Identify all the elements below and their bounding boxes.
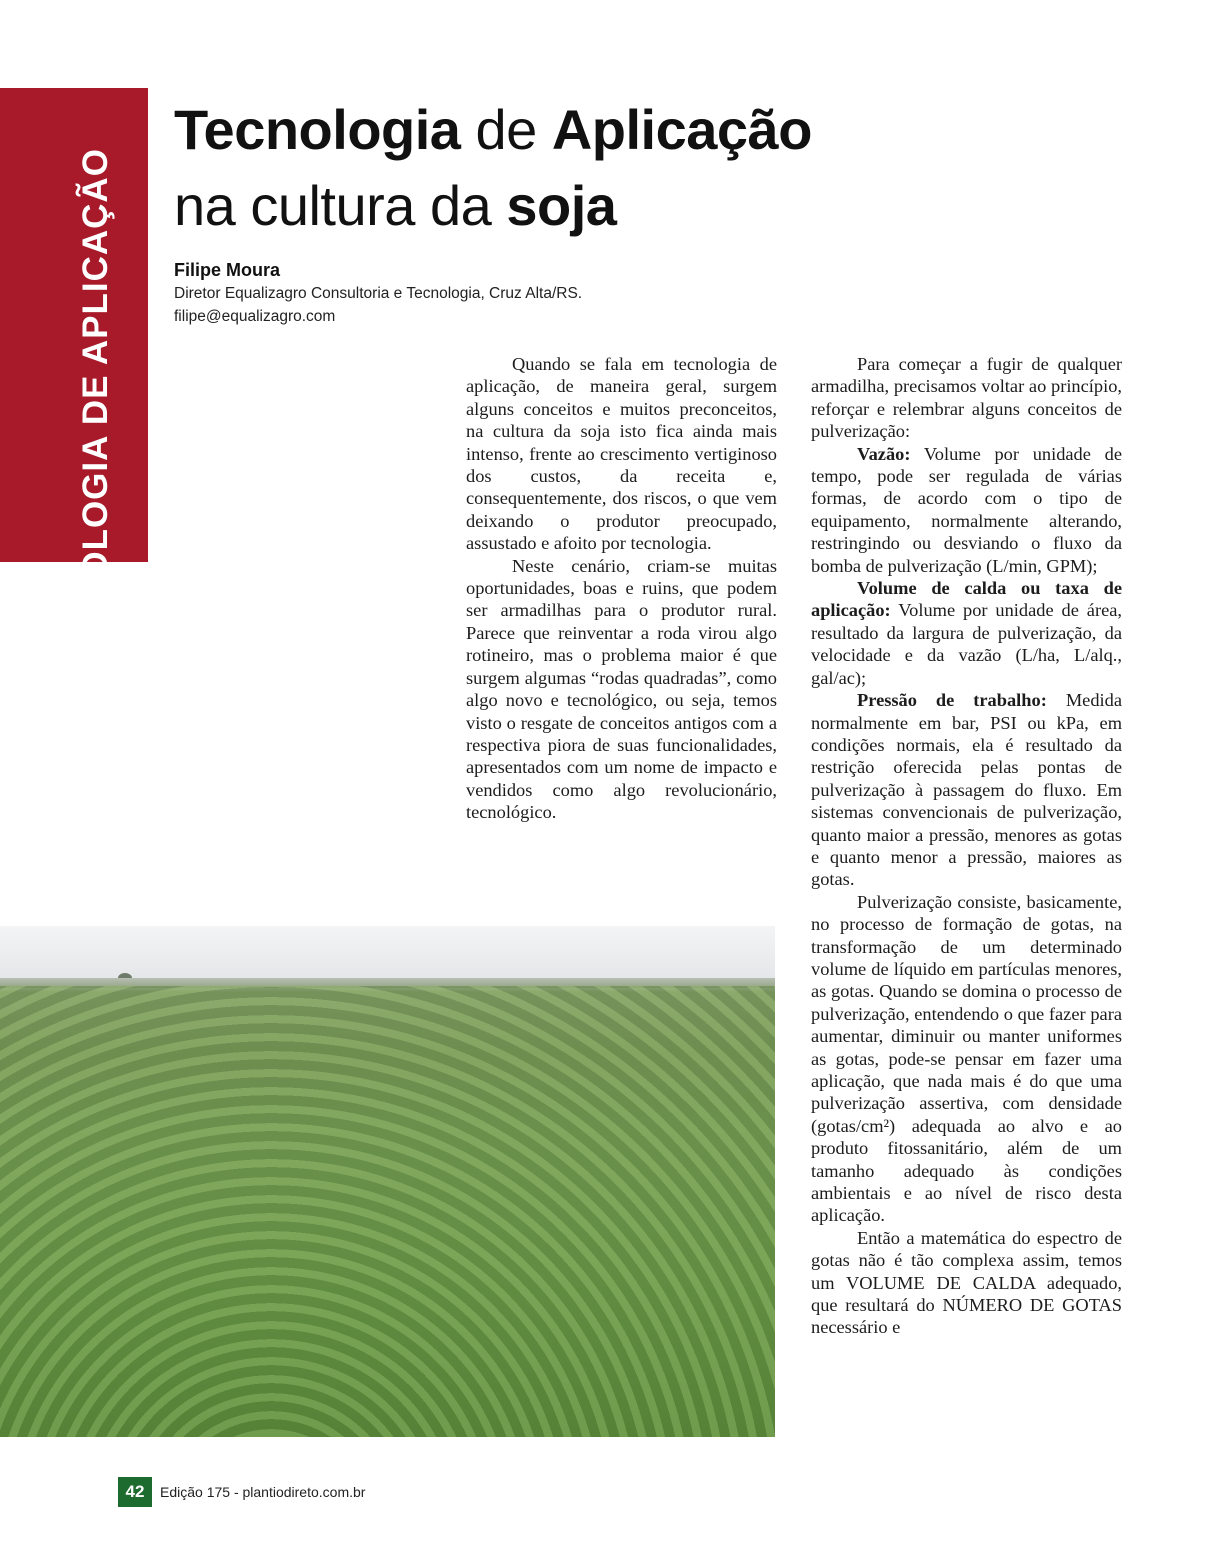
- author-email: filipe@equalizagro.com: [174, 308, 336, 325]
- text-column-2: [811, 353, 1122, 1339]
- text-column-1: [466, 353, 777, 824]
- definition-pressao: [811, 689, 1122, 891]
- term: Vazão:: [857, 443, 911, 464]
- author-name: Filipe Moura: [174, 260, 281, 280]
- author-affiliation: Diretor Equalizagro Consultoria e Tecnologia, Cruz Alta/RS.: [174, 285, 583, 302]
- paragraph: Para começar a fugir de qualquer armadilha, precisamos voltar ao princípio, reforçar e relembrar alguns conceitos de pulverização:: [811, 354, 1122, 442]
- section-label: TECNOLOGIA DE APLICAÇÃO: [76, 148, 115, 678]
- photo-crop-rows: [0, 986, 775, 1437]
- byline: [174, 258, 582, 328]
- photo-sky: [0, 926, 775, 986]
- title-part-3: Aplicação: [551, 98, 812, 161]
- paragraph: Então a matemática do espectro de gotas não é tão complexa assim, temos um VOLUME DE CALDA adequado, que resultará do NÚMERO DE GOTAS necessário e: [811, 1227, 1122, 1338]
- title-part-4: na cultura da: [174, 174, 507, 237]
- title-part-2: de: [460, 98, 552, 161]
- definition: Volume por unidade de área, resultado da largura de pulverização, da velocidade e da vazão (L/ha, L/alq., gal/ac);: [811, 600, 1122, 688]
- title-part-1: Tecnologia: [174, 98, 461, 161]
- definition-volume-calda: [811, 577, 1122, 689]
- definition: Medida normalmente em bar, PSI ou kPa, em condições normais, ela é resultado da restrição oferecida pelas pontas de pulverização à passagem do fluxo. Em sistemas convencionais de pulverização, quanto maior a pressão, menores as gotas e quanto menor a pressão, maiores as gotas.: [811, 690, 1122, 890]
- edition-info: Edição 175 - plantiodireto.com.br: [160, 1484, 366, 1500]
- soybean-field-photo: [0, 926, 775, 1437]
- title-part-5: soja: [506, 174, 617, 237]
- article-title: [174, 92, 812, 244]
- paragraph: Pulverização consiste, basicamente, no processo de formação de gotas, na transformação de um determinado volume de líquido em partículas menores, as gotas. Quando se domina o processo de pulverização, entendendo o que fazer para aumentar, diminuir ou manter uniformes as gotas, pode-se pensar em fazer uma aplicação, que nada mais é do que uma pulverização assertiva, com densidade (gotas/cm²) adequada ao alvo e ao produto fitossanitário, além de um tamanho adequado às condições ambientais e ao nível de risco desta aplicação.: [811, 891, 1122, 1226]
- section-band: [0, 88, 148, 678]
- page-number: 42: [118, 1477, 152, 1507]
- term: Pressão de trabalho:: [857, 690, 1047, 711]
- definition: Volume por unidade de tempo, pode ser regulada de várias formas, de acordo com o tipo de equipamento, normalmente alterando, restringindo ou desviando o fluxo da bomba de pulverização (L/min, GPM);: [811, 443, 1122, 576]
- definition-vazao: [811, 443, 1122, 577]
- term: Volume de calda ou taxa de aplicação:: [811, 578, 1122, 621]
- paragraph: Neste cenário, criam-se muitas oportunidades, boas e ruins, que podem ser armadilhas para o produtor rural. Parece que reinventar a roda virou algo rotineiro, mas o problema maior é que surgem algumas “rodas quadradas”, como algo novo e tecnológico, ou seja, temos visto o resgate de conceitos antigos com a respectiva piora de suas funcionalidades, apresentados com um nome de impacto e vendidos como algo revolucionário, tecnológico.: [466, 555, 777, 823]
- page-footer: [118, 1477, 365, 1507]
- paragraph: Quando se fala em tecnologia de aplicação, de maneira geral, surgem alguns conceitos e muitos preconceitos, na cultura da soja isto fica ainda mais intenso, frente ao crescimento vertiginoso dos custos, da receita e, consequentemente, dos riscos, o que vem deixando o produtor preocupado, assustado e afoito por tecnologia.: [466, 354, 777, 554]
